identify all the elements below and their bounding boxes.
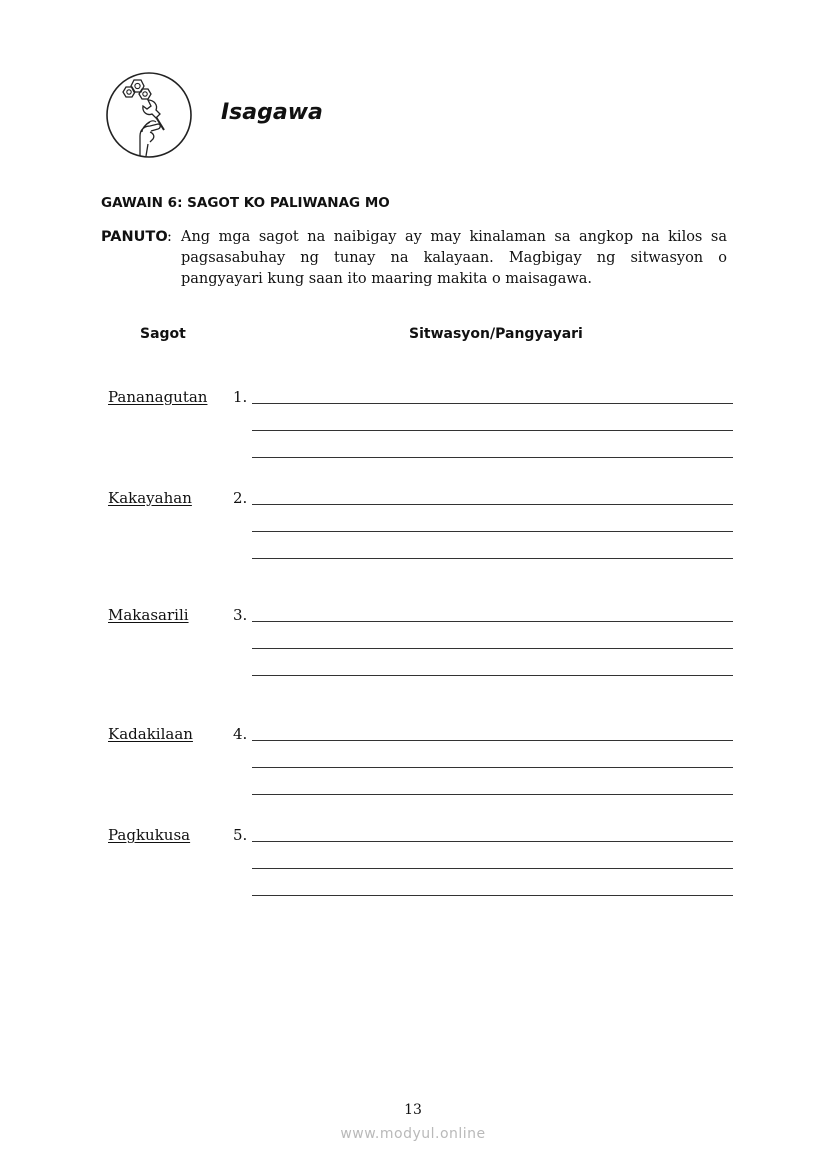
instructions-colon: :	[167, 229, 172, 245]
instructions-label: PANUTO	[101, 229, 168, 245]
answer-item	[0, 725, 826, 815]
answer-line[interactable]	[252, 675, 733, 676]
hands-tools-icon	[104, 70, 194, 160]
instructions-text: Ang mga sagot na naibigay ay may kinalaman sa angkop na kilos sa pagsasabuhay ng tunay na kalayaan. Magbigay ng sitwasyon o pangyayari kung saan ito maaring makita o maisagawa.	[181, 229, 727, 287]
answer-term: Pagkukusa	[108, 826, 191, 844]
item-number: 5.	[233, 826, 248, 844]
answer-term: Kadakilaan	[108, 725, 193, 743]
answer-item	[0, 606, 826, 696]
answer-term: Makasarili	[108, 606, 189, 624]
answer-line[interactable]	[252, 621, 733, 622]
instructions	[101, 227, 727, 290]
answer-line[interactable]	[252, 457, 733, 458]
answer-line[interactable]	[252, 430, 733, 431]
answer-line[interactable]	[252, 740, 733, 741]
answer-line[interactable]	[252, 558, 733, 559]
page-number: 13	[404, 1102, 422, 1118]
answer-term: Kakayahan	[108, 489, 192, 507]
answer-line[interactable]	[252, 794, 733, 795]
item-number: 4.	[233, 725, 248, 743]
answer-item	[0, 388, 826, 478]
answer-line[interactable]	[252, 868, 733, 869]
section-title: Isagawa	[221, 100, 323, 125]
answer-line[interactable]	[252, 531, 733, 532]
activity-title: GAWAIN 6: SAGOT KO PALIWANAG MO	[101, 195, 390, 211]
watermark: www.modyul.online	[340, 1126, 486, 1142]
situation-column-header: Sitwasyon/Pangyayari	[409, 326, 583, 342]
item-number: 2.	[233, 489, 248, 507]
answer-line[interactable]	[252, 767, 733, 768]
answer-item	[0, 826, 826, 916]
item-number: 3.	[233, 606, 248, 624]
answer-item	[0, 489, 826, 579]
answer-line[interactable]	[252, 648, 733, 649]
answer-line[interactable]	[252, 504, 733, 505]
answer-term: Pananagutan	[108, 388, 208, 406]
answer-column-header: Sagot	[140, 326, 186, 342]
item-number: 1.	[233, 388, 248, 406]
answer-line[interactable]	[252, 841, 733, 842]
answer-line[interactable]	[252, 403, 733, 404]
answer-line[interactable]	[252, 895, 733, 896]
